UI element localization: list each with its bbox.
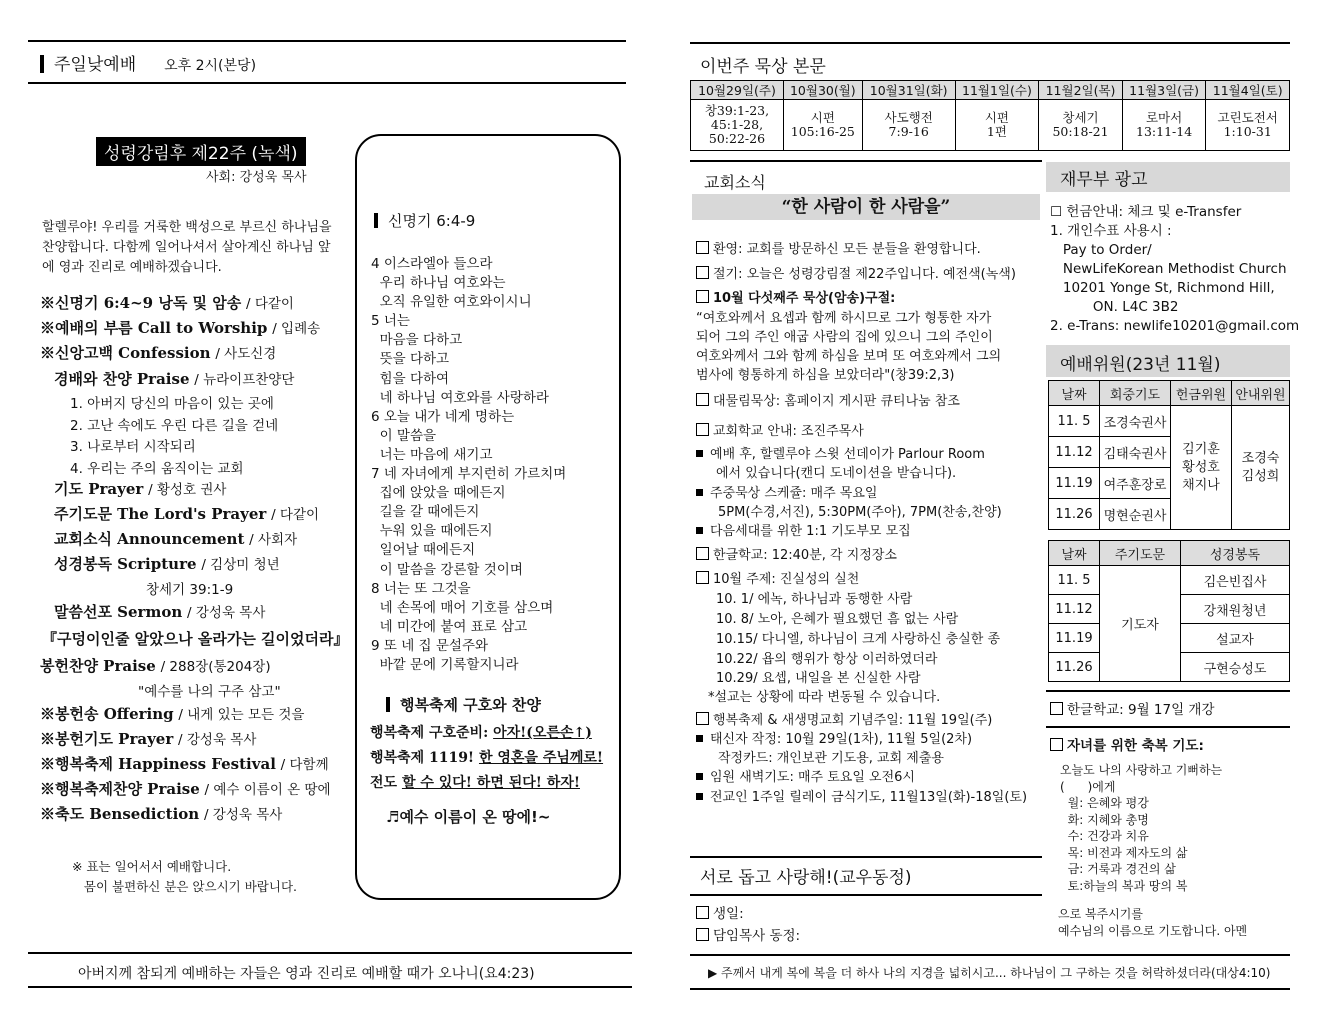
memory-verses: 4 이스라엘아 들으라 우리 하나님 여호와는 오직 유일한 여호와이시니 5 너는 마음을 다하고 뜻을 다하고 힘을 다하여 네 하나님 여호와를 사랑하라 6 오늘 내가 네게 명하는 이 말씀을 너는 마음에 새기고 7 네 자녀에게 부지런히 가르치며 집에 앉았을 때에든지 길을 갈 때에든지 누워 있을 때에든지 일어날 때에든지 이 말씀을 강론할 것이며 8 너는 또 그것을 네 손목에 매어 기호를 삼으며 네 미간에 붙여 표로 삼고 9 또 네 집 문설주와 바깥 문에 기록할지니라 [371,256,567,673]
news-item: 10. 8/ 노아, 은혜가 필요했던 흠 없는 사람 [716,612,959,627]
news-item: 교회학교 안내: 조진주목사 [696,420,864,439]
mutual-news-title: 서로 돕고 사랑해!(교우동정) [700,868,912,888]
festival-slogan-3: 전도 할 수 있다! 하면 된다! 하자! [370,775,580,791]
news-item: 10. 1/ 에녹, 하나님과 동행한 사람 [716,592,913,607]
news-item: 10.15/ 다니엘, 하나님이 크게 사랑하신 충실한 종 [716,632,1001,647]
festival-song: ♬예수 이름이 온 땅에!~ [386,808,551,826]
schedule-date: 10월29일(주) [691,81,784,100]
order-item: 봉헌찬양 Praise / 288장(통204장) [40,657,271,675]
scripture-box-title: 신명기 6:4-9 [374,210,475,231]
schedule-passage: 창세기 50:18-21 [1039,100,1123,151]
news-item: 태신자 작정: 10월 29일(1차), 11월 5일(2차) [696,728,972,747]
order-item: ※예배의 부름 Call to Worship / 입례송 [40,319,321,337]
children-prayer-text: 오늘도 나의 사랑하고 기뻐하는 ( )에게 월: 은혜와 평강 화: 지혜와 총명 수: 건강과 치유 목: 비전과 제자도의 삶 금: 거룩과 경건의 삶 토:하늘의 복과 땅의 복 [1060,763,1223,893]
news-item: 임원 새벽기도: 매주 토요일 오전6시 [696,766,915,785]
news-item: *설교는 상황에 따라 변동될 수 있습니다. [708,690,941,705]
offering-committee: 김기훈 황성호 채지나 [1171,406,1232,530]
order-item: ※봉헌송 Offering / 내게 있는 모든 것을 [40,705,305,723]
order-item: 말씀선포 Sermon / 강성욱 목사 [54,603,266,621]
presider: 사회: 강성욱 목사 [206,170,307,185]
schedule-passage: 로마서 13:11-14 [1122,100,1206,151]
schedule-passage: 사도행전 7:9-16 [862,100,955,151]
news-item: 절기: 오늘은 성령강림절 제22주입니다. 예전색(녹색) [696,263,1016,282]
intro-text: 할렐루야! 우리를 거룩한 백성으로 부르신 하나님을 찬양합니다. 다함께 일어나셔서 살아계신 하나님 앞에 영과 진리로 예배하겠습니다. [42,220,332,275]
schedule-date: 11월4일(토) [1206,81,1290,100]
worship-committee-table: 날짜 회중기도 헌금위원 안내위원 11. 5 조경숙권사 김기훈 황성호 채지나 조경숙 김성희 11.12 김태숙권사 11.19 여주훈장로 11.26 명현순권사 [1048,380,1290,530]
praise-song: 4. 우리는 주의 움직이는 교회 [70,461,244,477]
header-bar [40,55,44,73]
news-item: 범사에 형통하게 하심을 보았더라"(창39:2,3) [696,368,955,383]
left-footer-verse: 아버지께 참되게 예배하는 자들은 영과 진리로 예배할 때가 오나니(요4:23) [78,966,535,982]
news-item: 되어 그의 주인 애굽 사람의 집에 있으니 그의 주인이 [696,330,993,345]
schedule-date: 11월3일(금) [1122,81,1206,100]
festival-slogan-1: 행복축제 구호준비: 아자!(오른손↑) [370,725,592,741]
meditation-title: 이번주 묵상 본문 [700,57,826,77]
news-item: 여호와께서 그와 함께 하심을 보며 또 여호와께서 그의 [696,349,1002,364]
news-item: 대물림묵상: 홈페이지 게시판 큐티나눔 참조 [696,390,960,409]
hymn-title: "예수를 나의 구주 삼고" [138,684,281,700]
news-item: 행복축제 & 새생명교회 기념주일: 11월 19일(주) [696,709,992,728]
reading-committee-table: 날짜 주기도문 성경봉독 11. 5 기도자 김은빈집사 11.12 강채원청년 11.19 설교자 11.26 구현승성도 [1048,540,1290,682]
table-cell: 11. 5 [1049,406,1100,437]
schedule-date: 11월1일(수) [955,81,1039,100]
order-item: ※행복축제 Happiness Festival / 다함께 [40,755,329,773]
news-item: 환영: 교회를 방문하신 모든 분들을 환영합니다. [696,238,981,257]
news-item: 작정카드: 개인보관 기도용, 교회 제출용 [718,751,944,766]
news-item: 10월 다섯째주 묵상(암송)구절: [696,287,895,306]
worship-committee-title-bar: 예배위원(23년 11월) [1046,345,1290,377]
order-item: 경배와 찬양 Praise / 뉴라이프찬양단 [54,370,295,388]
order-item: 주기도문 The Lord's Prayer / 다같이 [54,505,320,523]
schedule-passage: 시편 105:16-25 [783,100,862,151]
schedule-passage: 고린도전서 1:10-31 [1206,100,1290,151]
news-item: 전교인 1주일 릴레이 금식기도, 11월13일(화)-18일(토) [696,786,1027,805]
news-item: 다음세대를 위한 1:1 기도부모 모집 [696,520,911,539]
schedule-passage: 창39:1-23, 45:1-28, 50:22-26 [691,100,784,151]
schedule-date: 11월2일(목) [1039,81,1123,100]
news-item: 10.29/ 요셉, 내일을 본 신실한 사람 [716,671,921,686]
pastor-news-line: 담임목사 동정: [696,924,800,944]
service-header [40,50,256,75]
finance-title-bar: 재무부 광고 [1046,162,1290,192]
right-footer-verse: ▶ 주께서 내게 복에 복을 더 하사 나의 지경을 넓히시고... 하나님이 그 구하는 것을 허락하셨더라(대상4:10) [708,966,1271,980]
standing-note: ※ 표는 일어서서 예배합니다. 몸이 불편하신 분은 앉으시기 바랍니다. [72,859,297,894]
usher-committee: 조경숙 김성희 [1232,406,1290,530]
order-item: ※신명기 6:4~9 낭독 및 암송 / 다같이 [40,294,294,312]
order-item: 성경봉독 Scripture / 김상미 청년 [54,555,280,573]
finance-notice: ☐ 헌금안내: 체크 및 e-Transfer 1. 개인수표 사용시 : Pay to Order/ NewLifeKorean Methodist Church 10201 Yonge St, Richmond Hill, ON. L4C 3B2 2. e-Trans: newlife10201@gmail.com [1050,204,1300,334]
church-slogan: “한 사람이 한 사람을” [692,194,1040,220]
praise-song: 1. 아버지 당신의 마음이 있는 곳에 [70,396,274,412]
praise-song: 3. 나로부터 시작되리 [70,439,196,455]
scripture-reference: 창세기 39:1-9 [146,582,234,598]
sermon-title: 『구덩이인줄 알았으나 올라가는 길이었더라』 [42,630,349,648]
schedule-date: 10월30(월) [783,81,862,100]
korean-school-notice: 한글학교: 9월 17일 개강 [1050,698,1215,718]
news-item: 에서 있습니다(캔디 도네이션을 받습니다). [716,466,957,481]
news-item: “여호와께서 요셉과 함께 하시므로 그가 형통한 자가 [696,311,992,326]
table-cell: 조경숙권사 [1100,406,1171,437]
children-prayer-title: 자녀를 위한 축복 기도: [1050,734,1204,754]
meditation-schedule [690,80,1290,151]
service-time: 오후 2시(본당) [164,58,257,74]
news-item: 한글학교: 12:40분, 각 지정장소 [696,544,897,563]
news-title: 교회소식 [704,173,766,192]
news-item: 예배 후, 할렐루야 스윗 선데이가 Parlour Room [696,443,985,462]
praise-song: 2. 고난 속에도 우린 다른 길을 걷네 [70,418,279,434]
order-item: ※행복축제찬양 Praise / 예수 이름이 온 땅에 [40,780,331,798]
news-item: 주중묵상 스케쥴: 매주 목요일 [696,482,877,501]
order-item: 기도 Prayer / 황성호 권사 [54,480,227,498]
service-title: 주일낮예배 [54,55,137,75]
order-item: ※봉헌기도 Prayer / 강성욱 목사 [40,730,257,748]
schedule-passage: 시편 1편 [955,100,1039,151]
news-item: 10월 주제: 진실성의 실천 [696,568,859,587]
children-prayer-ending: 으로 복주시기를 예수님의 이름으로 기도합니다. 아멘 [1058,907,1248,938]
schedule-date: 10월31일(화) [862,81,955,100]
week-badge: 성령강림후 제22주 (녹색) [96,137,306,166]
birthday-line: 생일: [696,902,744,922]
festival-slogan-2: 행복축제 1119! 한 영혼을 주님께로! [370,750,604,766]
order-item: ※축도 Bensediction / 강성욱 목사 [40,805,283,823]
order-item: 교회소식 Announcement / 사회자 [54,530,298,548]
news-item: 5PM(수경,서진), 5:30PM(주아), 7PM(찬송,찬양) [718,505,1002,520]
news-item: 10.22/ 욥의 행위가 항상 이러하였더라 [716,652,938,667]
lords-prayer-leader: 기도자 [1100,566,1181,682]
festival-title: 행복축제 구호와 찬양 [386,694,541,715]
order-item: ※신앙고백 Confession / 사도신경 [40,344,277,362]
